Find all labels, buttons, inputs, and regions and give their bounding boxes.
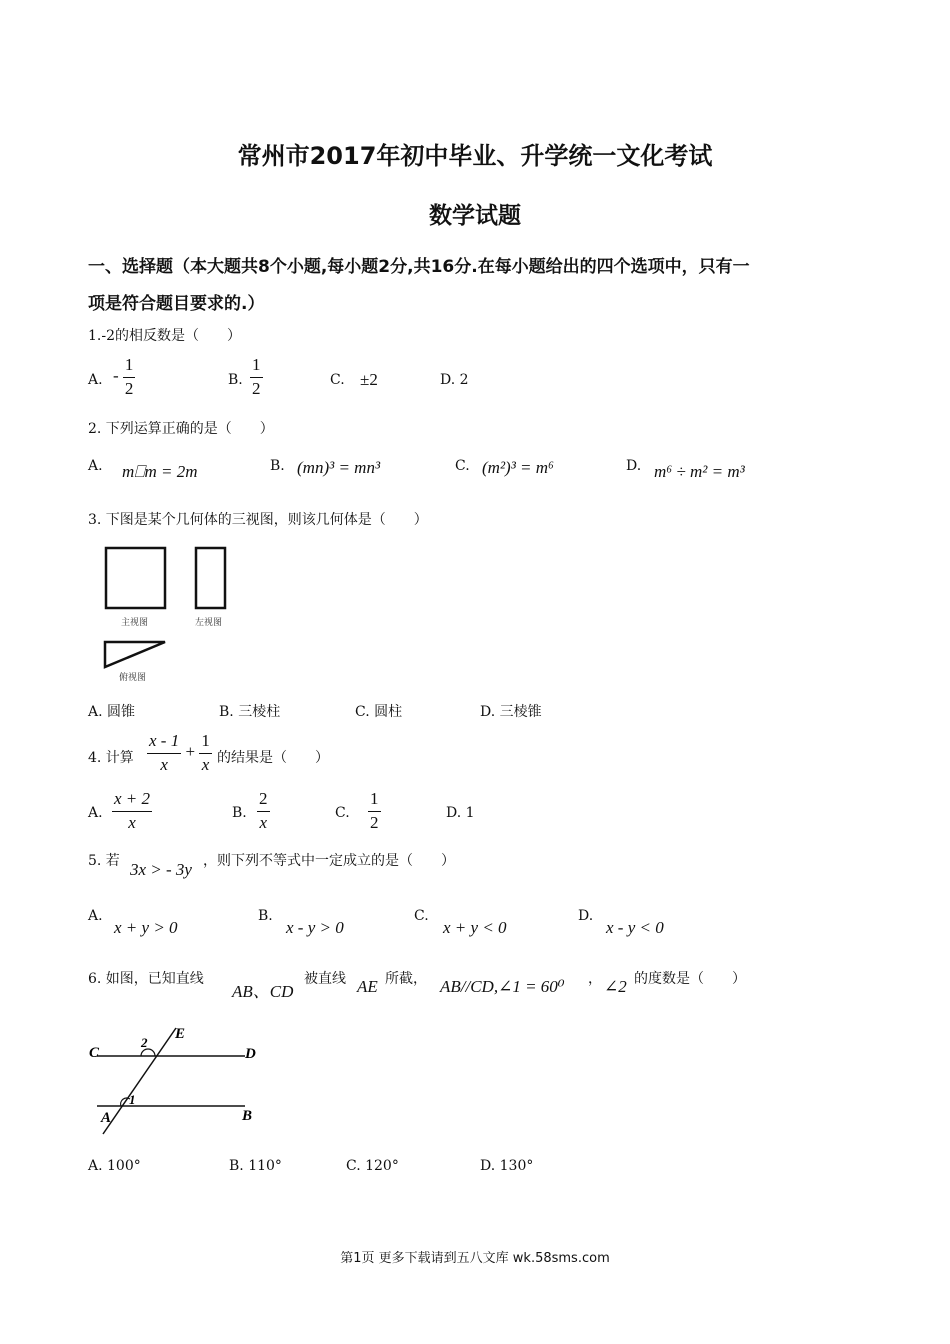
label-a: A — [101, 1110, 112, 1126]
left-view-label: 左视图 — [195, 617, 223, 627]
q3-option-d: D. 三棱锥 — [480, 704, 542, 720]
label-c: C — [89, 1045, 100, 1061]
left-view-rectangle — [196, 548, 225, 608]
line-ae — [103, 1028, 176, 1134]
q4-frac2-num: 1 — [199, 732, 212, 754]
q6-parallel-lines-figure — [85, 1022, 270, 1137]
q5-option-a-label: A. — [88, 908, 103, 924]
q1-option-c-label: C. — [330, 372, 345, 388]
q2-option-d-label: D. — [626, 458, 642, 474]
q5-stem-post: ，则下列不等式中一定成立的是（ ） — [203, 853, 455, 869]
q4-a-num: x + 2 — [112, 790, 152, 812]
q4-option-c — [368, 790, 381, 832]
q4-plus: + — [185, 742, 196, 762]
q3-three-views-figure — [95, 540, 245, 685]
q4-option-b — [257, 790, 270, 832]
q2-option-a: m⎕m = 2m — [122, 462, 198, 481]
top-view-triangle — [105, 642, 165, 667]
q3-option-c: C. 圆柱 — [355, 704, 403, 720]
q1-stem: 1.-2的相反数是（ ） — [88, 328, 241, 344]
q4-b-num: 2 — [257, 790, 270, 812]
q4-option-d: D. 1 — [446, 805, 475, 821]
q5-option-c-label: C. — [414, 908, 429, 924]
q4-frac2-den: x — [201, 754, 210, 774]
q1-b-den: 2 — [252, 378, 261, 398]
q2-option-c-label: C. — [455, 458, 470, 474]
q4-frac1-den: x — [160, 754, 168, 774]
q4-c-den: 2 — [370, 812, 379, 832]
label-angle-1: 1 — [129, 1092, 136, 1107]
q6-condition: AB//CD,∠1 = 60⁰ — [440, 977, 565, 996]
q5-option-d-label: D. — [578, 908, 594, 924]
label-e: E — [175, 1026, 186, 1042]
q6-stem-mid2: 所截， — [385, 971, 427, 987]
page-subtitle: 数学试题 — [429, 203, 521, 229]
angle-2-arc — [141, 1049, 155, 1056]
q5-option-a: x + y > 0 — [114, 918, 178, 937]
q4-option-a — [112, 790, 152, 832]
q4-option-a-label: A. — [88, 805, 103, 821]
q1-option-a — [113, 356, 135, 398]
q1-a-sign: - — [113, 366, 119, 386]
q6-comma: ， — [588, 971, 602, 987]
q4-c-num: 1 — [368, 790, 381, 812]
q4-stem-pre: 4. 计算 — [88, 750, 134, 766]
q4-frac1-num: x - 1 — [147, 732, 181, 754]
section-heading-line1: 一、选择题（本大题共8个小题,每小题2分,共16分.在每小题给出的四个选项中，只有一 — [88, 257, 750, 277]
q6-option-b: B. 110° — [229, 1158, 282, 1174]
q5-option-c: x + y < 0 — [443, 918, 507, 937]
q5-stem-pre: 5. 若 — [88, 853, 120, 869]
label-angle-2: 2 — [141, 1035, 148, 1050]
front-view-label: 主视图 — [121, 617, 149, 627]
q6-stem-pre: 6. 如图，已知直线 — [88, 971, 204, 987]
q1-option-a-label: A. — [88, 372, 103, 388]
q2-option-a-label: A. — [88, 458, 103, 474]
q1-option-b-label: B. — [228, 372, 243, 388]
q1-b-num: 1 — [250, 356, 263, 378]
q6-option-c: C. 120° — [346, 1158, 399, 1174]
top-view-label: 俯视图 — [119, 672, 147, 682]
q1-option-c: ±2 — [360, 370, 378, 389]
label-d: D — [245, 1046, 256, 1062]
q2-option-c: (m²)³ = m⁶ — [482, 458, 554, 477]
q3-stem: 3. 下图是某个几何体的三视图，则该几何体是（ ） — [88, 512, 428, 528]
q6-stem-post: 的度数是（ ） — [634, 971, 746, 987]
q1-a-num: 1 — [123, 356, 136, 378]
q4-stem-post: 的结果是（ ） — [217, 750, 329, 766]
q2-stem: 2. 下列运算正确的是（ ） — [88, 421, 274, 437]
q5-option-d: x - y < 0 — [606, 918, 664, 937]
q1-a-den: 2 — [124, 378, 134, 398]
page-footer: 第1页 更多下载请到五八文库 wk.58sms.com — [340, 1251, 610, 1266]
q2-option-d: m⁶ ÷ m² = m³ — [654, 462, 745, 481]
q6-option-d: D. 130° — [480, 1158, 534, 1174]
q2-option-b-label: B. — [270, 458, 285, 474]
page-title: 常州市2017年初中毕业、升学统一文化考试 — [237, 142, 713, 170]
section-heading-line2: 项是符合题目要求的.） — [88, 294, 265, 314]
q6-lines: AB、CD — [232, 982, 294, 1001]
q5-option-b: x - y > 0 — [286, 918, 344, 937]
q3-option-b: B. 三棱柱 — [219, 704, 281, 720]
q4-option-c-label: C. — [335, 805, 350, 821]
front-view-square — [106, 548, 165, 608]
q1-option-d: D. 2 — [440, 372, 469, 388]
q6-option-a: A. 100° — [88, 1158, 141, 1174]
q4-expression — [147, 732, 212, 774]
q4-a-den: x — [128, 812, 136, 832]
label-b: B — [242, 1108, 253, 1124]
q1-option-b — [250, 356, 263, 398]
q4-option-b-label: B. — [232, 805, 247, 821]
q3-option-a: A. 圆锥 — [88, 704, 136, 720]
q6-stem-mid: 被直线 — [304, 971, 346, 987]
q4-b-den: x — [259, 812, 268, 832]
q5-option-b-label: B. — [258, 908, 273, 924]
q5-condition: 3x > - 3y — [130, 860, 192, 879]
q6-angle: ∠2 — [604, 977, 627, 996]
q6-transversal: AE — [357, 977, 378, 996]
q2-option-b: (mn)³ = mn³ — [297, 458, 381, 477]
